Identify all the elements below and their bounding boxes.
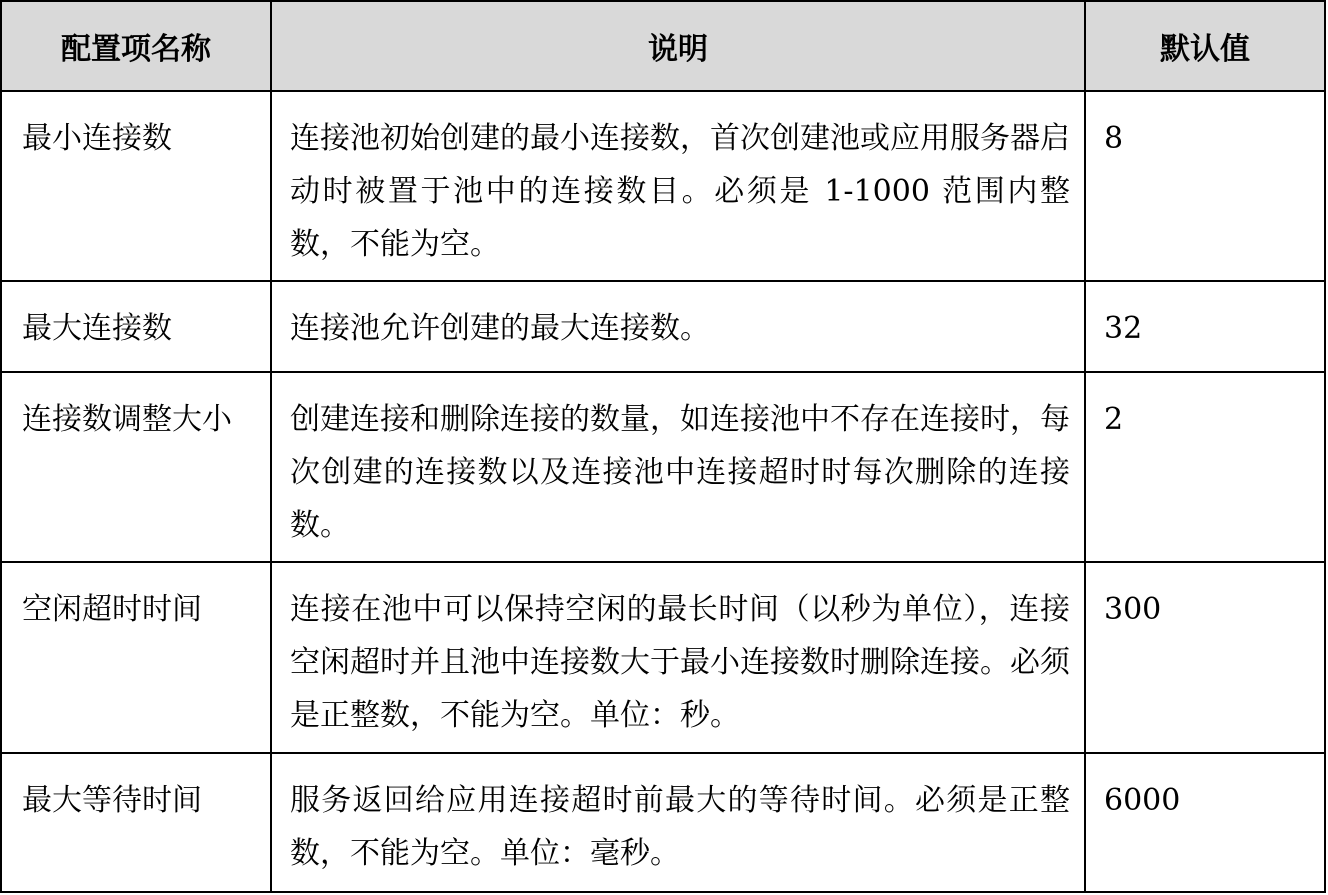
config-name: 最大连接数 <box>2 282 272 371</box>
config-default: 2 <box>1104 402 1124 437</box>
table-row <box>2 373 1324 563</box>
config-default: 300 <box>1104 592 1162 627</box>
config-description: 连接池初始创建的最小连接数，首次创建池或应用服务器启动时被置于池中的连接数目。必须是 1-1000 范围内整数，不能为空。 <box>272 92 1086 280</box>
config-description: 连接池允许创建的最大连接数。 <box>272 282 1086 371</box>
table-row <box>2 563 1324 754</box>
config-description: 连接在池中可以保持空闲的最长时间（以秒为单位），连接空闲超时并且池中连接数大于最小连接数时删除连接。必须是正整数，不能为空。单位：秒。 <box>272 563 1086 752</box>
table-row <box>2 282 1324 373</box>
config-name: 空闲超时时间 <box>2 563 272 752</box>
config-default: 32 <box>1104 311 1143 346</box>
config-default: 6000 <box>1104 783 1181 818</box>
config-name: 最大等待时间 <box>2 754 272 891</box>
config-name: 连接数调整大小 <box>2 373 272 561</box>
config-description: 服务返回给应用连接超时前最大的等待时间。必须是正整数，不能为空。单位：毫秒。 <box>272 754 1086 891</box>
config-name: 最小连接数 <box>2 92 272 280</box>
header-name: 配置项名称 <box>2 2 272 90</box>
config-description: 创建连接和删除连接的数量，如连接池中不存在连接时，每次创建的连接数以及连接池中连接超时时每次删除的连接数。 <box>272 373 1086 561</box>
header-description: 说明 <box>272 2 1086 90</box>
table-row <box>2 92 1324 282</box>
table-row <box>2 754 1324 891</box>
header-default: 默认值 <box>1160 32 1250 67</box>
config-default: 8 <box>1104 121 1124 156</box>
table-header-row <box>2 2 1324 92</box>
